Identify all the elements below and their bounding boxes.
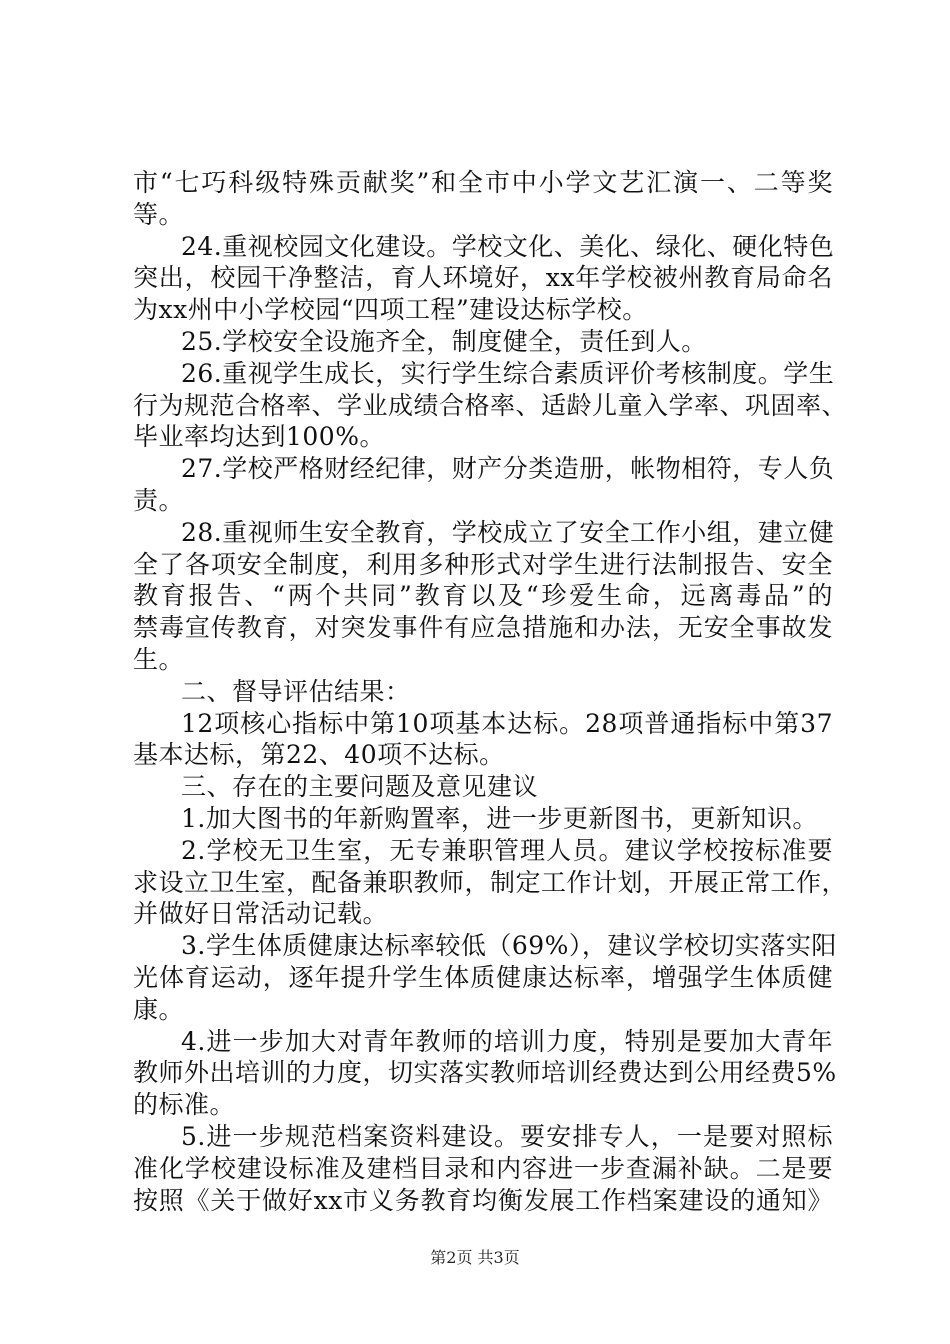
text-line: 1.加大图书的年新购置率，进一步更新图书，更新知识。 xyxy=(181,803,818,833)
document-body xyxy=(133,167,848,1216)
text-line: 光体育运动，逐年提升学生体质健康达标率，增强学生体质健 xyxy=(133,962,833,992)
text-line: 并做好日常活动记载。 xyxy=(133,899,389,929)
text-line: 教育报告、“两个共同”教育以及“珍爱生命，远离毒品”的 xyxy=(133,581,833,611)
text-line: 突出，校园干净整洁，育人环境好，xx年学校被州教育局命名 xyxy=(133,263,833,293)
text-line: 行为规范合格率、学业成绩合格率、适龄儿童入学率、巩固率、 xyxy=(133,390,848,420)
text-line: 求设立卫生室，配备兼职教师，制定工作计划，开展正常工作， xyxy=(133,867,848,897)
text-line: 3.学生体质健康达标率较低（69%），建议学校切实落实阳 xyxy=(181,931,837,961)
text-line: 准化学校建设标准及建档目录和内容进一步查漏补缺。二是要 xyxy=(133,1153,833,1183)
text-line: 26.重视学生成长，实行学生综合素质评价考核制度。学生 xyxy=(181,358,835,388)
text-line: 2.学校无卫生室，无专兼职管理人员。建议学校按标准要 xyxy=(181,835,833,865)
text-line: 12项核心指标中第10项基本达标。28项普通指标中第37 xyxy=(181,708,833,738)
text-line: 市“七巧科级特殊贡献奖”和全市中小学文艺汇演一、二等奖 xyxy=(133,168,833,197)
text-line: 禁毒宣传教育，对突发事件有应急措施和办法，无安全事故发 xyxy=(133,613,833,643)
text-line: 康。 xyxy=(133,994,185,1024)
page-number-footer: 第2页 共3页 xyxy=(430,1248,520,1267)
text-line: 等。 xyxy=(133,199,185,229)
text-line: 28.重视师生安全教育，学校成立了安全工作小组，建立健 xyxy=(181,517,835,547)
text-line: 4.进一步加大对青年教师的培训力度，特别是要加大青年 xyxy=(181,1026,833,1056)
text-line: 毕业率均达到100%。 xyxy=(133,422,385,452)
text-line: 全了各项安全制度，利用多种形式对学生进行法制报告、安全 xyxy=(133,549,833,579)
text-line: 生。 xyxy=(133,644,185,674)
text-line: 24.重视校园文化建设。学校文化、美化、绿化、硬化特色 xyxy=(181,231,835,261)
text-line: 25.学校安全设施齐全，制度健全，责任到人。 xyxy=(181,326,707,356)
text-line: 的标准。 xyxy=(133,1090,236,1120)
text-line: 教师外出培训的力度，切实落实教师培训经费达到公用经费5% xyxy=(133,1058,837,1088)
text-line: 三、存在的主要问题及意见建议 xyxy=(181,772,539,802)
text-line: 基本达标，第22、40项不达标。 xyxy=(133,740,505,770)
text-line: 二、督导评估结果： xyxy=(181,676,411,706)
text-line: 为xx州中小学校园“四项工程”建设达标学校。 xyxy=(133,295,648,325)
text-line: 责。 xyxy=(133,485,185,515)
text-line: 5.进一步规范档案资料建设。要安排专人，一是要对照标 xyxy=(181,1121,833,1151)
text-line: 27.学校严格财经纪律，财产分类造册，帐物相符，专人负 xyxy=(181,454,835,484)
text-line: 按照《关于做好xx市义务教育均衡发展工作档案建设的通知》 xyxy=(133,1185,833,1215)
